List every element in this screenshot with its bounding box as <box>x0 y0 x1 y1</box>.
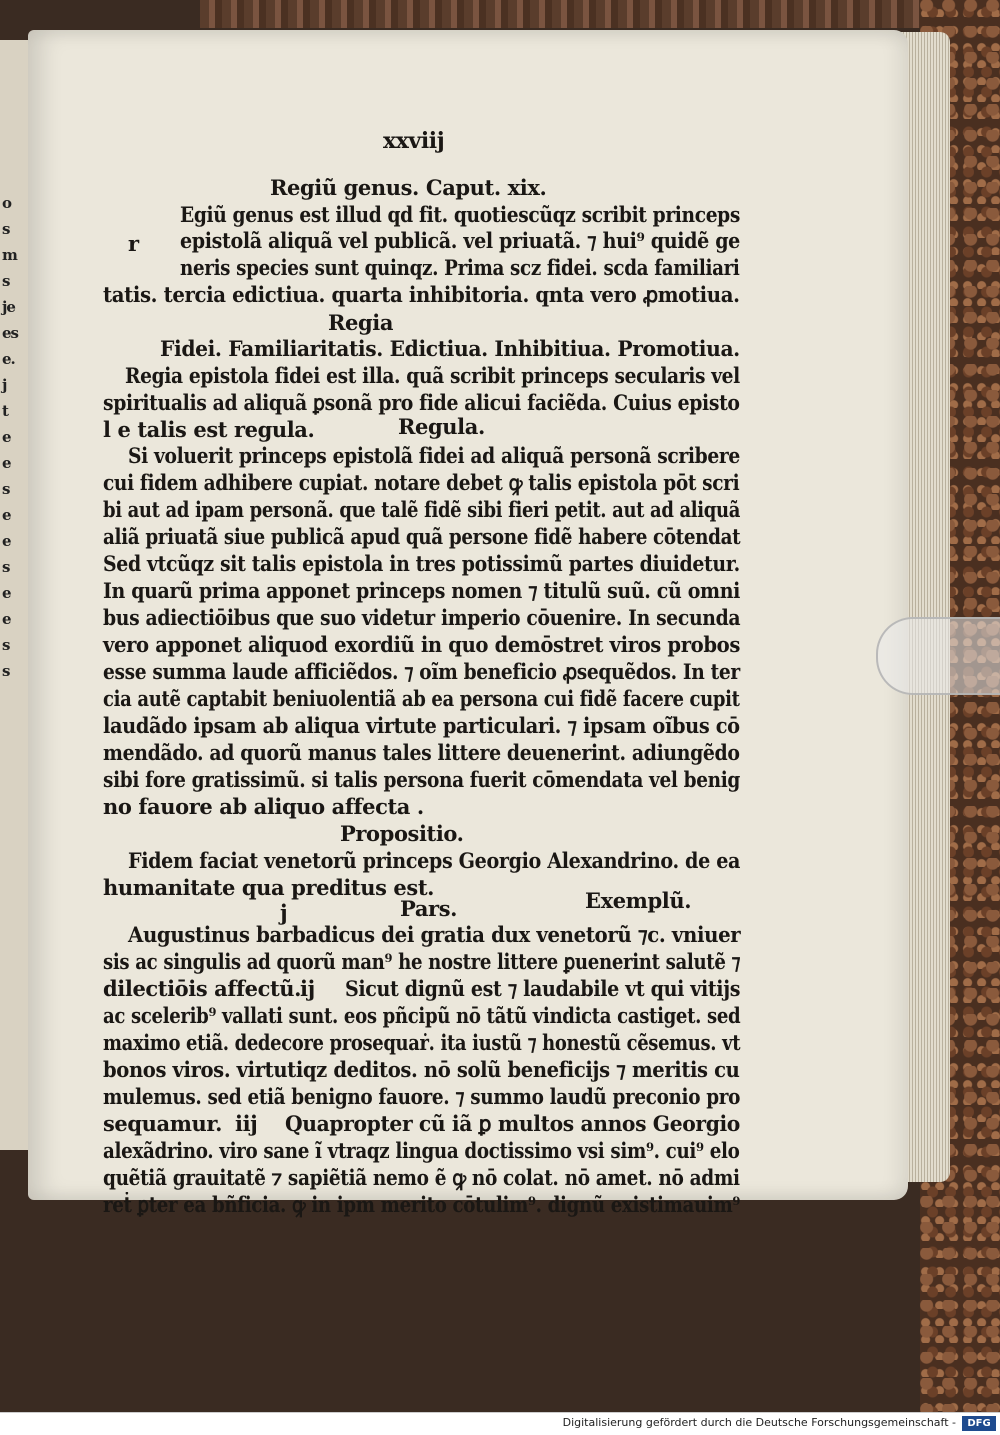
section-heading: Propositio. <box>340 821 464 846</box>
left-page-fragment: s <box>2 636 10 654</box>
text-line: laudãdo ipsam ab aliqua virtute particulari. ⁊ ipsam oĩbus cō <box>103 713 740 738</box>
text-line: quẽtiã grauitatẽ ⁊ sapiẽtiã nemo ẽ ꝙ nō colat. nō amet. nō admi <box>103 1165 740 1190</box>
text-line: alexãdrino. viro sane ĩ vtraqz lingua doctissimo vsi sim⁹. cui⁹ elo <box>103 1138 740 1163</box>
text-line: ac scelerib⁹ vallati sunt. eos pñcipũ nō tãtũ vindicta castiget. sed <box>103 1003 741 1028</box>
text-line: vero apponet aliquod exordiũ in quo demōstret viros probos <box>103 632 741 657</box>
section-heading: Regula. <box>398 414 485 439</box>
marginal-numeral: ij <box>300 976 315 1001</box>
left-page-fragment: t <box>2 402 8 420</box>
left-page-fragment: m <box>2 246 17 264</box>
text-line: Fidem faciat venetorũ princeps Georgio Alexandrino. de ea <box>128 848 741 873</box>
text-line: sibi fore gratissimũ. si talis persona fuerit cōmendata vel benig <box>103 767 741 792</box>
text-line: Sed vtcũqz sit talis epistola in tres potissimũ partes diuidetur. <box>103 551 740 576</box>
text-line: Egiũ genus est illud qd fit. quotiescũqz scribit princeps <box>180 202 740 227</box>
funding-credit: Digitalisierung gefördert durch die Deutsche Forschungsgemeinschaft - <box>562 1416 956 1429</box>
left-page-fragment: es <box>2 324 18 342</box>
section-heading: Pars. <box>400 896 458 921</box>
guide-letter: r <box>128 231 139 256</box>
text-line: l e talis est regula. <box>103 417 315 442</box>
text-line: epistolã aliquã vel publicã. vel priuatã. ⁊ hui⁹ quidẽ ge <box>180 228 740 253</box>
left-page-fragment: e. <box>2 350 15 368</box>
text-line: neris species sunt quinqz. Prima scz fidei. scda familiari <box>180 255 740 280</box>
left-page-fragment: s <box>2 558 10 576</box>
dfg-logo: DFG <box>962 1416 996 1431</box>
text-line: bus adiectiōibus que suo videtur imperio cōuenire. In secunda <box>103 605 741 630</box>
text-line: dilectiōis affectũ. <box>103 976 302 1001</box>
text-line: humanitate qua preditus est. <box>103 875 435 900</box>
text-line: cia autẽ captabit beniuolentiã ab ea persona cui fidẽ facere cupit <box>103 686 740 711</box>
text-line: Regia epistola fidei est illa. quã scribit princeps secularis vel <box>125 363 740 388</box>
left-page-fragment: e <box>2 454 11 472</box>
left-page-fragment: e <box>2 532 11 550</box>
text-line: Augustinus barbadicus dei gratia dux venetorũ ⁊c. vniuer <box>128 922 741 947</box>
text-line: Si voluerit princeps epistolã fidei ad aliquã personã scribere <box>128 443 740 468</box>
marginal-numeral: iij <box>235 1111 258 1136</box>
footer-bar <box>0 1412 1000 1435</box>
text-line: tatis. tercia edictiua. quarta inhibitoria. qnta vero ꝓmotiua. <box>103 282 740 307</box>
text-line: Quapropter cũ iã ꝑ multos annos Georgio <box>285 1111 740 1136</box>
diagram-labels: Fidei. Familiaritatis. Edictiua. Inhibitiua. Promotiua. <box>160 336 740 361</box>
left-page-fragment: s <box>2 480 10 498</box>
left-page-fragment: j <box>2 376 7 394</box>
text-line: sequamur. <box>103 1111 223 1136</box>
left-page-fragment: je <box>2 298 15 316</box>
left-page-fragment: s <box>2 220 10 238</box>
text-line: bonos viros. virtutiqz deditos. nō solũ beneficijs ⁊ meritis cu <box>103 1057 740 1082</box>
left-page-fragment: s <box>2 272 10 290</box>
text-line: bi aut ad ipam personã. que talẽ fidẽ sibi fieri petit. aut ad aliquã <box>103 497 741 522</box>
folio-number: xxviij <box>383 128 445 154</box>
text-line: mulemus. sed etiã benigno fauore. ⁊ summo laudũ preconio pro <box>103 1084 741 1109</box>
text-line: In quarũ prima apponet princeps nomen ⁊ titulũ suũ. cũ omni <box>103 578 741 603</box>
text-line: spiritualis ad aliquã ꝑsonã pro fide alicui faciẽda. Cuius episto <box>103 390 740 415</box>
marginal-numeral: j <box>280 900 288 925</box>
text-line: cui fidem adhibere cupiat. notare debet ꝙ talis epistola pōt scri <box>103 470 740 495</box>
text-line: maximo etiã. dedecore prosequaṙ. ita iustũ ⁊ honestũ cẽsemus. vt <box>103 1030 741 1055</box>
left-page-fragment: e <box>2 428 11 446</box>
section-heading: Exemplũ. <box>585 888 692 913</box>
text-line: aliã priuatã siue publicã apud quã persone fidẽ habere cōtendat <box>103 524 741 549</box>
chapter-heading: Regiũ genus. Caput. xix. <box>270 175 547 200</box>
text-line: no fauore ab aliquo affecta . <box>103 794 424 819</box>
left-page-fragment: o <box>2 194 12 212</box>
text-line: mendãdo. ad quorũ manus tales littere deuenerint. adiungẽdo <box>103 740 740 765</box>
text-line: sis ac singulis ad quorũ man⁹ he nostre littere ꝑuenerint salutẽ ⁊ <box>103 949 741 974</box>
text-line: reṫ ꝑter ea bñficia. ꝙ in ipm merito cōtulim⁹. dignũ existimauim⁹ <box>103 1192 741 1217</box>
left-page-fragment: e <box>2 584 11 602</box>
left-page-fragment: e <box>2 506 11 524</box>
left-page-fragment: s <box>2 662 10 680</box>
diagram-label: Regia <box>328 310 394 335</box>
text-line: Sicut dignũ est ⁊ laudabile vt qui vitijs <box>345 976 741 1001</box>
left-page-fragment: e <box>2 610 11 628</box>
text-line: esse summa laude afficiẽdos. ⁊ oĩm beneficio ꝓsequẽdos. In ter <box>103 659 740 684</box>
